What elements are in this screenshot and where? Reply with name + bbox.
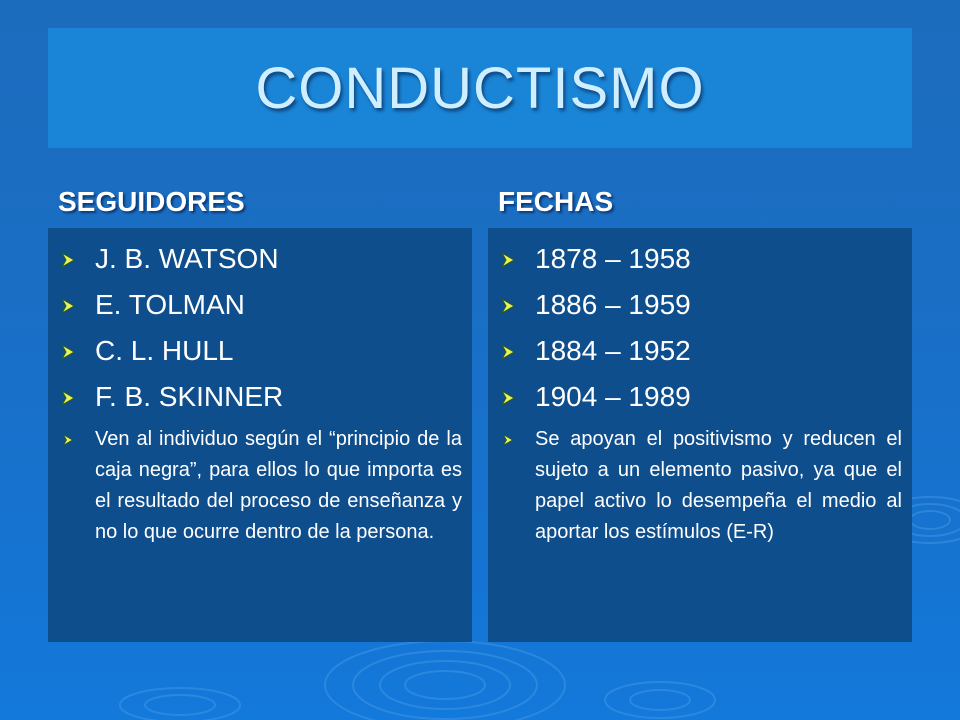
list-item — [488, 374, 912, 420]
followers-note: Ven al individuo según el “principio de la caja negra”, para ellos lo que importa es el resultado del proceso de enseñanza y no lo que ocurre dentro de la persona. — [95, 428, 462, 543]
arrow-bullet-icon — [500, 298, 516, 314]
list-item — [48, 374, 472, 420]
list-item — [48, 282, 472, 328]
follower-name: C. L. HULL — [95, 335, 234, 366]
arrow-bullet-icon — [502, 434, 514, 446]
dates-heading: FECHAS — [498, 186, 614, 217]
title-banner — [48, 28, 912, 148]
list-item-note — [488, 424, 912, 548]
list-item — [48, 328, 472, 374]
date-range: 1886 – 1959 — [535, 289, 691, 320]
arrow-bullet-icon — [500, 344, 516, 360]
date-range: 1878 – 1958 — [535, 243, 691, 274]
arrow-bullet-icon — [60, 390, 76, 406]
followers-heading: SEGUIDORES — [58, 186, 245, 217]
arrow-bullet-icon — [500, 390, 516, 406]
followers-panel — [48, 228, 472, 642]
date-range: 1884 – 1952 — [535, 335, 691, 366]
follower-name: J. B. WATSON — [95, 243, 279, 274]
arrow-bullet-icon — [60, 344, 76, 360]
list-item — [488, 282, 912, 328]
dates-note: Se apoyan el positivismo y reducen el sujeto a un elemento pasivo, ya que el papel activo lo desempeña el medio al aportar los estímulos (E-R) — [535, 428, 902, 543]
list-item — [488, 236, 912, 282]
arrow-bullet-icon — [500, 252, 516, 268]
list-item-note — [48, 424, 472, 548]
follower-name: F. B. SKINNER — [95, 381, 284, 412]
arrow-bullet-icon — [60, 252, 76, 268]
dates-list — [488, 236, 912, 548]
list-item — [48, 236, 472, 282]
followers-list — [48, 236, 472, 548]
arrow-bullet-icon — [62, 434, 74, 446]
slide-title: CONDUCTISMO — [255, 55, 705, 121]
arrow-bullet-icon — [60, 298, 76, 314]
date-range: 1904 – 1989 — [535, 381, 691, 412]
list-item — [488, 328, 912, 374]
follower-name: E. TOLMAN — [95, 289, 245, 320]
dates-panel — [488, 228, 912, 642]
